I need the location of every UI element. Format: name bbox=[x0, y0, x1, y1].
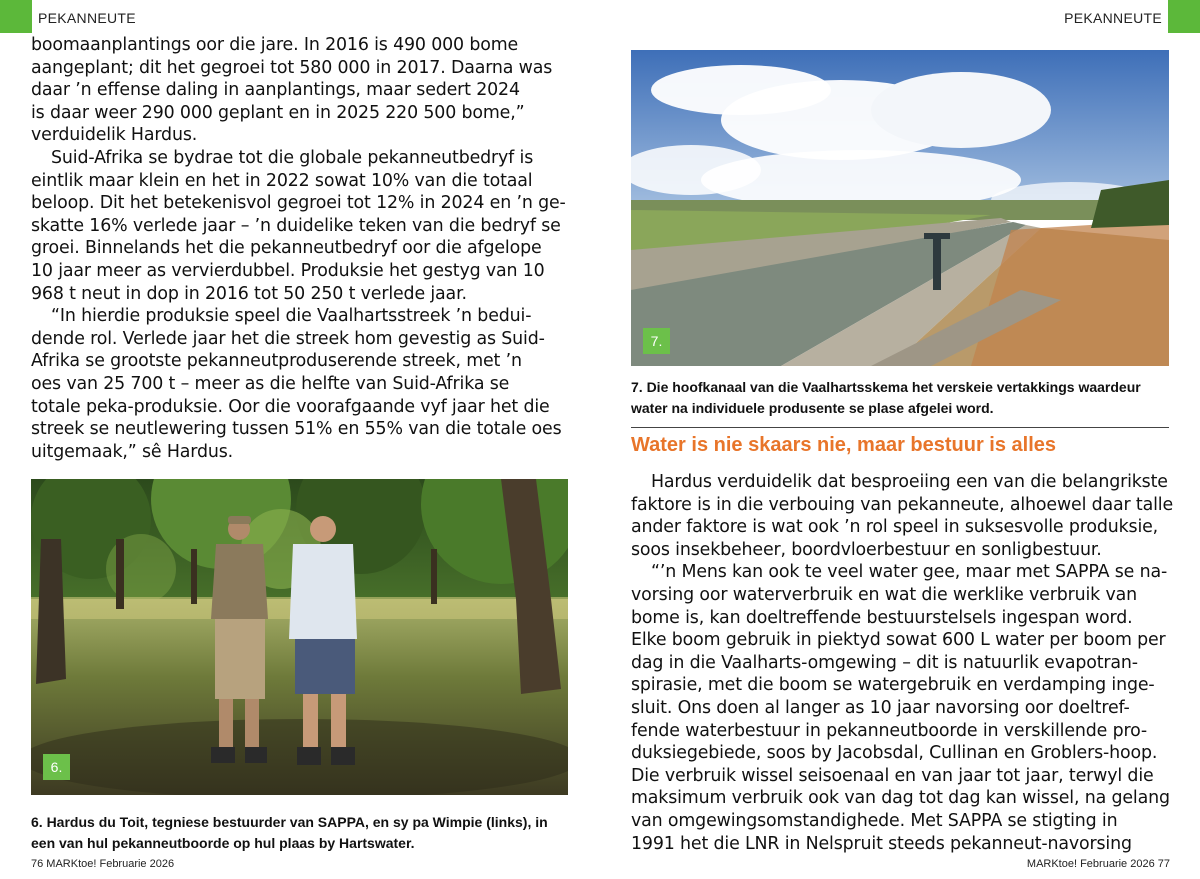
text-line: totale peka-produksie. Oor die voorafgaande vyf jaar het die bbox=[31, 396, 550, 417]
left-section-label: PEKANNEUTE bbox=[38, 10, 136, 26]
section-heading: Water is nie skaars nie, maar bestuur is alles bbox=[631, 434, 1057, 456]
text-line: van omgewingsomstandighede. Met SAPPA se stigting in bbox=[631, 810, 1118, 831]
text-line: Die verbruik wissel seisoenaal en van jaar tot jaar, terwyl die bbox=[631, 765, 1154, 786]
canal-photo-illustration bbox=[631, 50, 1169, 366]
orchard-photo-illustration bbox=[31, 479, 568, 795]
text-line: is daar weer 290 000 geplant en in 2025 220 500 bome,” bbox=[31, 102, 525, 123]
section-divider bbox=[631, 427, 1169, 428]
text-line: fende waterbestuur in pekanneutboorde in verskillende pro- bbox=[631, 720, 1148, 741]
text-line: oes van 25 700 t – meer as die helfte van Suid-Afrika se bbox=[31, 373, 510, 394]
text-line: “In hierdie produksie speel die Vaalhartsstreek ’n bedui- bbox=[51, 306, 532, 327]
caption-line: een van hul pekanneutboorde op hul plaas by Hartswater. bbox=[31, 835, 415, 851]
left-body-text bbox=[31, 34, 571, 463]
caption-line: water na individuele produsente se plase afgelei word. bbox=[631, 400, 994, 416]
text-line: maksimum verbruik ook van dag tot dag kan wissel, na gelang bbox=[631, 788, 1170, 809]
text-line: Hardus verduidelik dat besproeiing een van die belangrikste bbox=[651, 472, 1168, 492]
caption-line: 6. Hardus du Toit, tegniese bestuurder van SAPPA, en sy pa Wimpie (links), in bbox=[31, 814, 548, 830]
text-line: sluit. Ons doen al langer as 10 jaar navorsing oor doeltref- bbox=[631, 697, 1130, 718]
text-line: dende rol. Verlede jaar het die streek hom gevestig as Suid- bbox=[31, 328, 545, 349]
text-line: vorsing oor waterverbruik en wat die werklike verbruik van bbox=[631, 584, 1137, 605]
right-page-footer: MARKtoe! Februarie 2026 77 bbox=[1026, 858, 1170, 870]
photo-number-badge: 7. bbox=[643, 328, 670, 354]
text-line: 968 t neut in dop in 2016 tot 50 250 t verlede jaar. bbox=[31, 283, 467, 304]
text-line: spirasie, met die boom se watergebruik en verdamping inge- bbox=[631, 675, 1155, 696]
text-line: duksiegebiede, soos by Jacobsdal, Cullinan en Groblers-hoop. bbox=[631, 743, 1158, 764]
text-line: eintlik maar klein en het in 2022 sowat 10% van die totaal bbox=[31, 170, 533, 191]
text-line: daar ’n effense daling in aanplantings, maar sedert 2024 bbox=[31, 80, 520, 101]
left-header-tab bbox=[0, 0, 32, 33]
text-line: Elke boom gebruik in piektyd sowat 600 L water per boom per bbox=[631, 630, 1166, 651]
text-line: beloop. Dit het betekenisvol gegroei tot 12% in 2024 en ’n ge- bbox=[31, 193, 566, 214]
caption-line: 7. Die hoofkanaal van die Vaalhartsskema het verskeie vertakkings waardeur bbox=[631, 379, 1141, 395]
text-line: Suid-Afrika se bydrae tot die globale pekanneutbedryf is bbox=[51, 147, 534, 168]
text-line: faktore is in die verbouing van pekanneute, alhoewel daar talle bbox=[631, 494, 1174, 515]
text-line: 10 jaar meer as vervierdubbel. Produksie het gestyg van 10 bbox=[31, 260, 545, 281]
right-body-text bbox=[631, 471, 1174, 855]
text-line: “’n Mens kan ook te veel water gee, maar met SAPPA se na- bbox=[651, 562, 1168, 583]
text-line: groei. Binnelands het die pekanneutbedryf oor die afgelope bbox=[31, 238, 542, 259]
text-line: dag in die Vaalharts-omgewing – dit is natuurlik evapotran- bbox=[631, 652, 1138, 673]
left-page-footer: 76 MARKtoe! Februarie 2026 bbox=[31, 858, 175, 870]
text-line: 1991 het die LNR in Nelspruit steeds pekanneut-navorsing bbox=[631, 833, 1132, 854]
canal-photo bbox=[631, 50, 1169, 366]
text-line: verduidelik Hardus. bbox=[31, 125, 198, 146]
photo-7-caption bbox=[631, 377, 1171, 419]
text-line: bome is, kan doeltreffende bestuurstelsels ingespan word. bbox=[631, 607, 1133, 628]
photo-6-caption bbox=[31, 812, 571, 854]
text-line: ander faktore is wat ook ’n rol speel in suksesvolle produksie, bbox=[631, 517, 1159, 538]
text-line: boomaanplantings oor die jare. In 2016 is 490 000 bome bbox=[31, 35, 519, 55]
right-header-tab bbox=[1168, 0, 1200, 33]
text-line: uitgemaak,” sê Hardus. bbox=[31, 441, 234, 462]
text-line: streek se neutlewering tussen 51% en 55% van die totale oes bbox=[31, 419, 562, 440]
orchard-photo bbox=[31, 479, 568, 795]
text-line: skatte 16% verlede jaar – ’n duidelike teken van die bedryf se bbox=[31, 215, 561, 236]
text-line: soos insekbeheer, boordvloerbestuur en sonligbestuur. bbox=[631, 539, 1102, 560]
text-line: aangeplant; dit het gegroei tot 580 000 in 2017. Daarna was bbox=[31, 57, 553, 78]
photo-number-badge: 6. bbox=[43, 754, 70, 780]
right-section-label: PEKANNEUTE bbox=[1064, 10, 1162, 26]
text-line: Afrika se grootste pekanneutproduserende streek, met ’n bbox=[31, 351, 522, 372]
